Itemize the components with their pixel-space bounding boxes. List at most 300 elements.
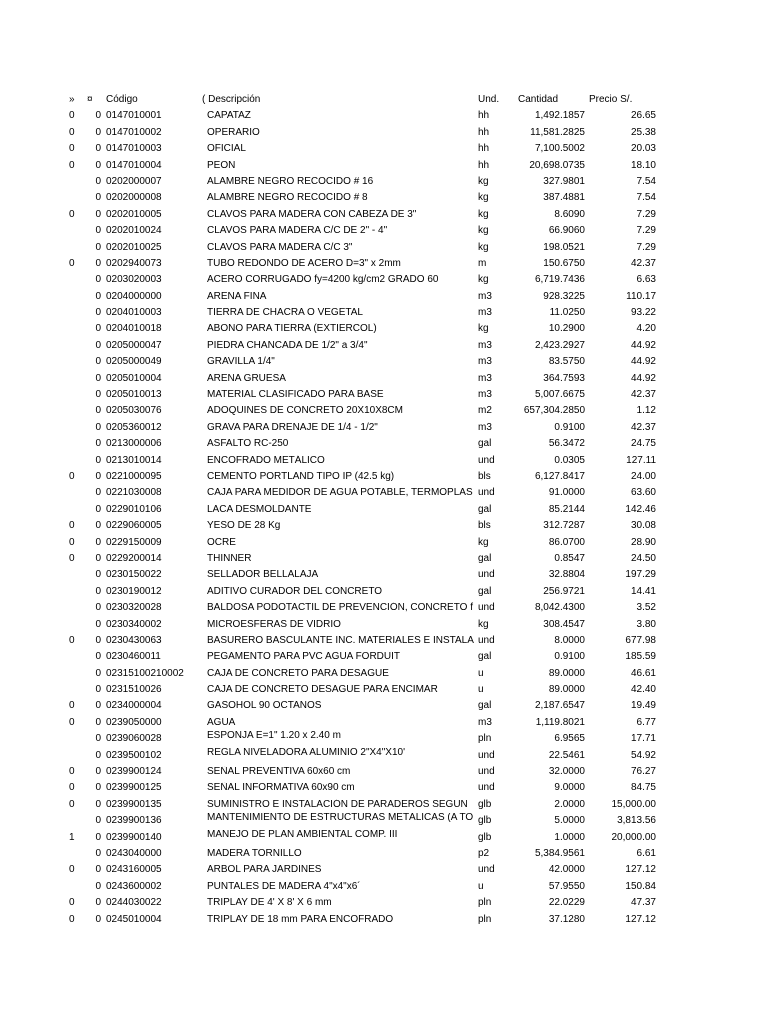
cell-flag-b: 0	[95, 815, 101, 827]
cell-cantidad: 0.9100	[554, 421, 585, 433]
cell-cantidad: 387.4881	[543, 192, 585, 204]
cell-flag-b: 0	[95, 438, 101, 450]
cell-flag-b: 0	[95, 552, 101, 564]
cell-cantidad: 8,042.4300	[534, 602, 585, 614]
cell-cantidad: 256.9721	[543, 585, 585, 597]
cell-flag-b: 0	[95, 733, 101, 745]
cell-unidad: m	[478, 257, 487, 269]
cell-codigo: 0239060028	[106, 733, 162, 745]
cell-codigo: 0202010005	[106, 208, 162, 220]
cell-unidad: und	[478, 749, 495, 761]
cell-unidad: m3	[478, 356, 492, 368]
cell-unidad: hh	[478, 126, 490, 138]
cell-unidad: gal	[478, 700, 492, 712]
cell-descripcion: GASOHOL 90 OCTANOS	[207, 700, 322, 712]
cell-cantidad: 198.0521	[543, 241, 585, 253]
cell-cantidad: 6,127.8417	[534, 470, 585, 482]
cell-flag-a: 0	[69, 159, 75, 171]
cell-flag-b: 0	[95, 323, 101, 335]
cell-cantidad: 150.6750	[543, 257, 585, 269]
cell-codigo: 0230430063	[106, 634, 162, 646]
cell-flag-a: 0	[69, 716, 75, 728]
cell-cantidad: 1,492.1857	[534, 110, 585, 122]
cell-cantidad: 2,423.2927	[534, 339, 585, 351]
cell-precio: 44.92	[630, 339, 656, 351]
cell-descripcion: CEMENTO PORTLAND TIPO IP (42.5 kg)	[207, 470, 395, 482]
cell-precio: 6.61	[636, 847, 656, 859]
cell-cantidad: 657,304.2850	[523, 405, 585, 417]
cell-unidad: u	[478, 684, 484, 696]
cell-precio: 127.11	[626, 454, 656, 466]
cell-descripcion: SEÑAL INFORMATIVA 60x90 cm	[207, 782, 355, 794]
table-row	[0, 535, 768, 551]
cell-unidad: u	[478, 880, 484, 892]
cell-cantidad: 6.9565	[554, 733, 585, 745]
cell-descripcion: ENCOFRADO METÁLICO	[207, 454, 325, 466]
table-row	[0, 715, 768, 731]
cell-codigo: 0202940073	[106, 257, 162, 269]
cell-flag-a: 0	[69, 257, 75, 269]
cell-cantidad: 10.2900	[548, 323, 585, 335]
cell-precio: 42.37	[630, 421, 656, 433]
cell-unidad: und	[478, 634, 495, 646]
table-row	[0, 862, 768, 878]
cell-precio: 20.03	[630, 143, 656, 155]
table-row	[0, 354, 768, 370]
cell-flag-b: 0	[95, 569, 101, 581]
cell-codigo: 0147010004	[106, 159, 162, 171]
cell-cantidad: 0.8547	[554, 552, 585, 564]
table-row	[0, 764, 768, 780]
cell-descripcion: OFICIAL	[207, 143, 246, 155]
cell-descripcion: CAJA DE CONCRETO PARA DESAGUE	[207, 667, 389, 679]
cell-precio: 24.50	[630, 552, 656, 564]
material-list-sheet	[0, 92, 768, 928]
cell-codigo: 0239900136	[106, 815, 162, 827]
cell-precio: 24.00	[630, 470, 656, 482]
cell-descripcion: ACERO CORRUGADO fy=4200 kg/cm2 GRADO 60	[207, 274, 439, 286]
cell-precio: 28.90	[630, 536, 656, 548]
cell-precio: 24.75	[630, 438, 656, 450]
table-row	[0, 190, 768, 206]
cell-precio: 14.41	[630, 585, 656, 597]
cell-flag-a: 0	[69, 782, 75, 794]
cell-flag-b: 0	[95, 766, 101, 778]
cell-precio: 6.77	[636, 716, 656, 728]
cell-unidad: glb	[478, 798, 492, 810]
cell-codigo: 0203020003	[106, 274, 162, 286]
cell-flag-b: 0	[95, 880, 101, 892]
cell-unidad: m3	[478, 421, 492, 433]
cell-precio: 25.38	[630, 126, 656, 138]
cell-codigo: 0243040000	[106, 847, 162, 859]
table-row	[0, 403, 768, 419]
cell-flag-a: 0	[69, 634, 75, 646]
cell-codigo: 0239900125	[106, 782, 162, 794]
cell-codigo: 0229150009	[106, 536, 162, 548]
cell-codigo: 0205010004	[106, 372, 162, 384]
cell-precio: 6.63	[636, 274, 656, 286]
cell-descripcion: CLAVOS PARA MADERA CON CABEZA DE 3"	[207, 208, 417, 220]
cell-cantidad: 86.0700	[548, 536, 585, 548]
table-row	[0, 813, 768, 829]
cell-descripcion: SEÑAL PREVENTIVA 60x60 cm	[207, 766, 351, 778]
cell-descripcion: TRIPLAY DE 4' X 8' X 6 mm	[207, 897, 332, 909]
cell-cantidad: 928.3225	[543, 290, 585, 302]
cell-precio: 4.20	[636, 323, 656, 335]
cell-flag-a: 0	[69, 470, 75, 482]
cell-codigo: 0205360012	[106, 421, 162, 433]
cell-cantidad: 2,187.6547	[534, 700, 585, 712]
cell-precio: 30.08	[630, 520, 656, 532]
cell-unidad: kg	[478, 323, 489, 335]
cell-unidad: m3	[478, 307, 492, 319]
cell-flag-b: 0	[95, 421, 101, 433]
header-cantidad: Cantidad	[518, 94, 559, 105]
cell-precio: 76.27	[630, 766, 656, 778]
cell-flag-b: 0	[95, 520, 101, 532]
cell-codigo: 0205000049	[106, 356, 162, 368]
table-row	[0, 797, 768, 813]
cell-descripcion: ARENA GRUESA	[207, 372, 286, 384]
cell-descripcion: ASFALTO RC-250	[207, 438, 289, 450]
cell-unidad: kg	[478, 225, 489, 237]
cell-descripcion: TIERRA DE CHACRA O VEGETAL	[207, 307, 363, 319]
cell-descripcion: BASURERO BASCULANTE INC. MATERIALES E INSTALA	[207, 634, 474, 646]
cell-descripcion: CLAVOS PARA MADERA C/C 3"	[207, 241, 353, 253]
cell-unidad: kg	[478, 536, 489, 548]
table-row	[0, 666, 768, 682]
cell-precio: 7.29	[636, 225, 656, 237]
cell-flag-a: 0	[69, 552, 75, 564]
cell-codigo: 0230150022	[106, 569, 162, 581]
cell-codigo: 0230320028	[106, 602, 162, 614]
cell-cantidad: 11,581.2825	[530, 126, 585, 138]
cell-unidad: und	[478, 602, 495, 614]
header-row	[0, 92, 768, 108]
cell-codigo: 0239050000	[106, 716, 162, 728]
cell-cantidad: 7,100.5002	[534, 143, 585, 155]
cell-cantidad: 2.0000	[554, 798, 585, 810]
table-row	[0, 453, 768, 469]
cell-precio: 3,813.56	[617, 815, 656, 827]
cell-unidad: gal	[478, 585, 492, 597]
cell-unidad: hh	[478, 110, 490, 122]
cell-codigo: 0245010004	[106, 913, 162, 925]
table-row	[0, 633, 768, 649]
cell-descripcion: CLAVOS PARA MADERA C/C DE 2" - 4"	[207, 225, 388, 237]
cell-unidad: kg	[478, 192, 489, 204]
cell-cantidad: 66.9060	[548, 225, 585, 237]
table-row	[0, 485, 768, 501]
table-row	[0, 748, 768, 764]
cell-descripcion: TUBO REDONDO DE ACERO D=3" x 2mm	[207, 257, 401, 269]
cell-flag-b: 0	[95, 782, 101, 794]
cell-codigo: 0147010003	[106, 143, 162, 155]
cell-precio: 47.37	[630, 897, 656, 909]
cell-cantidad: 11.0250	[549, 307, 585, 319]
cell-cantidad: 37.1280	[548, 913, 585, 925]
cell-flag-b: 0	[95, 667, 101, 679]
cell-flag-b: 0	[95, 470, 101, 482]
table-row	[0, 321, 768, 337]
cell-precio: 142.46	[625, 503, 656, 515]
cell-codigo: 0221000095	[106, 470, 162, 482]
cell-precio: 150.84	[625, 880, 656, 892]
table-row	[0, 240, 768, 256]
cell-unidad: hh	[478, 143, 490, 155]
cell-codigo: 0202000007	[106, 175, 162, 187]
table-row	[0, 108, 768, 124]
cell-flag-b: 0	[95, 126, 101, 138]
cell-cantidad: 20,698.0735	[529, 159, 585, 171]
cell-cantidad: 22.5461	[548, 749, 585, 761]
cell-unidad: hh	[478, 159, 490, 171]
cell-unidad: kg	[478, 208, 489, 220]
cell-codigo: 0234000004	[106, 700, 162, 712]
table-row	[0, 125, 768, 141]
cell-precio: 127.12	[625, 864, 656, 876]
table-row	[0, 698, 768, 714]
cell-precio: 15,000.00	[611, 798, 656, 810]
cell-cantidad: 83.5750	[548, 356, 585, 368]
cell-unidad: pln	[478, 897, 492, 909]
cell-precio: 44.92	[630, 356, 656, 368]
table-row	[0, 780, 768, 796]
cell-descripcion: SUMINISTRO E INSTALACIÓN DE PARADEROS SEGUN	[207, 798, 468, 810]
cell-unidad: pln	[478, 913, 492, 925]
table-row	[0, 420, 768, 436]
cell-codigo: 0230460011	[106, 651, 161, 663]
cell-precio: 84.75	[630, 782, 656, 794]
cell-codigo: 0147010001	[106, 110, 162, 122]
cell-unidad: kg	[478, 274, 489, 286]
cell-unidad: und	[478, 454, 495, 466]
cell-flag-b: 0	[95, 225, 101, 237]
cell-cantidad: 5,384.9561	[534, 847, 585, 859]
cell-descripcion: CAJA DE CONCRETO DESAGUE PARA ENCIMAR	[207, 684, 438, 696]
table-body	[0, 108, 768, 928]
cell-flag-a: 0	[69, 126, 75, 138]
cell-cantidad: 5,007.6675	[534, 389, 585, 401]
table-row	[0, 649, 768, 665]
cell-descripcion: BALDOSA PODOTACTIL DE PREVENCIÓN, CONCRETO f	[207, 602, 473, 614]
cell-unidad: und	[478, 569, 495, 581]
cell-flag-b: 0	[95, 897, 101, 909]
cell-codigo: 0147010002	[106, 126, 162, 138]
cell-flag-b: 0	[95, 602, 101, 614]
cell-precio: 26.65	[630, 110, 656, 122]
table-row	[0, 895, 768, 911]
cell-flag-b: 0	[95, 503, 101, 515]
table-row	[0, 174, 768, 190]
header-col-b: ¤	[87, 94, 93, 105]
cell-precio: 19.49	[630, 700, 656, 712]
cell-unidad: m3	[478, 339, 492, 351]
cell-precio: 7.54	[636, 175, 656, 187]
cell-flag-b: 0	[95, 192, 101, 204]
cell-descripcion: MICROESFERAS DE VIDRIO	[207, 618, 341, 630]
table-row	[0, 256, 768, 272]
cell-unidad: gal	[478, 438, 492, 450]
cell-flag-a: 1	[69, 831, 75, 843]
cell-flag-a: 0	[69, 798, 75, 810]
cell-precio: 20,000.00	[611, 831, 656, 843]
cell-descripcion: THINNER	[207, 552, 252, 564]
cell-flag-b: 0	[95, 356, 101, 368]
cell-unidad: bls	[478, 520, 491, 532]
table-row	[0, 518, 768, 534]
cell-codigo: 0239500102	[106, 749, 162, 761]
cell-descripcion: TRIPLAY DE 18 mm PARA ENCOFRADO	[207, 913, 394, 925]
cell-codigo: 0229200014	[106, 552, 162, 564]
cell-flag-b: 0	[95, 913, 101, 925]
cell-unidad: kg	[478, 241, 489, 253]
cell-unidad: pln	[478, 733, 492, 745]
cell-flag-b: 0	[95, 700, 101, 712]
cell-codigo: 0205010013	[106, 389, 162, 401]
cell-cantidad: 9.0000	[554, 782, 585, 794]
cell-flag-b: 0	[95, 175, 101, 187]
table-row	[0, 272, 768, 288]
cell-cantidad: 85.2144	[548, 503, 585, 515]
table-row	[0, 830, 768, 846]
cell-precio: 63.60	[630, 487, 656, 499]
cell-codigo: 0205030076	[106, 405, 162, 417]
table-row	[0, 207, 768, 223]
cell-flag-b: 0	[95, 618, 101, 630]
cell-descripcion: AGUA	[207, 716, 236, 728]
cell-descripcion: CAPATAZ	[207, 110, 251, 122]
cell-flag-b: 0	[95, 798, 101, 810]
cell-flag-b: 0	[95, 585, 101, 597]
cell-descripcion: ARBOL PARA JARDINES	[207, 864, 322, 876]
cell-codigo: 0243160005	[106, 864, 162, 876]
cell-precio: 197.29	[625, 569, 656, 581]
cell-precio: 7.54	[636, 192, 656, 204]
table-row	[0, 551, 768, 567]
cell-flag-b: 0	[95, 864, 101, 876]
cell-unidad: u	[478, 667, 484, 679]
table-row	[0, 584, 768, 600]
cell-precio: 46.61	[630, 667, 656, 679]
cell-flag-a: 0	[69, 520, 75, 532]
table-row	[0, 469, 768, 485]
table-row	[0, 846, 768, 862]
cell-flag-a: 0	[69, 536, 75, 548]
table-row	[0, 567, 768, 583]
cell-codigo: 0231510026	[106, 684, 162, 696]
cell-precio: 7.29	[636, 241, 656, 253]
cell-cantidad: 6,719.7436	[534, 274, 585, 286]
cell-flag-b: 0	[95, 634, 101, 646]
table-row	[0, 158, 768, 174]
cell-descripcion: YESO DE 28 Kg	[207, 520, 281, 532]
cell-codigo: 0244030022	[106, 897, 162, 909]
cell-codigo: 0204010018	[106, 323, 162, 335]
cell-codigo: 0221030008	[106, 487, 162, 499]
cell-codigo: 0243600002	[106, 880, 162, 892]
cell-cantidad: 327.9801	[543, 175, 585, 187]
cell-cantidad: 8.6090	[554, 208, 585, 220]
cell-precio: 54.92	[630, 749, 656, 761]
cell-cantidad: 89.0000	[548, 684, 585, 696]
table-row	[0, 731, 768, 747]
cell-precio: 110.17	[626, 290, 656, 302]
cell-descripcion: PIEDRA CHANCADA DE 1/2" a 3/4"	[207, 339, 368, 351]
cell-codigo: 0213000006	[106, 438, 162, 450]
cell-cantidad: 308.4547	[543, 618, 585, 630]
cell-descripcion: ALAMBRE NEGRO RECOCIDO # 16	[207, 175, 374, 187]
header-und: Und.	[478, 94, 500, 105]
cell-flag-b: 0	[95, 307, 101, 319]
cell-cantidad: 42.0000	[548, 864, 585, 876]
cell-descripcion: PEON	[207, 159, 236, 171]
table-row	[0, 338, 768, 354]
cell-cantidad: 5.0000	[554, 815, 585, 827]
cell-codigo: 0202010024	[106, 225, 162, 237]
cell-precio: 185.59	[625, 651, 656, 663]
cell-unidad: m3	[478, 290, 492, 302]
cell-codigo: 0229060005	[106, 520, 162, 532]
cell-codigo: 0239900140	[106, 831, 162, 843]
cell-flag-a: 0	[69, 700, 75, 712]
cell-descripcion: MATERIAL CLASIFICADO PARA BASE	[207, 389, 384, 401]
cell-descripcion: GRAVA PARA DRENAJE DE 1/4 - 1/2"	[207, 421, 378, 433]
cell-flag-b: 0	[95, 831, 101, 843]
cell-flag-b: 0	[95, 389, 101, 401]
cell-flag-a: 0	[69, 208, 75, 220]
table-row	[0, 912, 768, 928]
cell-precio: 17.71	[630, 733, 656, 745]
cell-descripcion: ADITIVO CURADOR DEL CONCRETO	[207, 585, 383, 597]
cell-flag-b: 0	[95, 208, 101, 220]
cell-flag-a: 0	[69, 143, 75, 155]
cell-cantidad: 1,119.8021	[535, 716, 585, 728]
cell-unidad: und	[478, 864, 495, 876]
cell-precio: 42.37	[630, 389, 656, 401]
cell-flag-a: 0	[69, 864, 75, 876]
cell-cantidad: 312.7287	[543, 520, 585, 532]
cell-descripcion: ABONO PARA TIERRA (EXTIERCOL)	[207, 323, 377, 335]
table-row	[0, 682, 768, 698]
cell-descripcion: SELLADOR BELLALAJA	[207, 569, 319, 581]
table-row	[0, 387, 768, 403]
cell-precio: 44.92	[630, 372, 656, 384]
cell-flag-b: 0	[95, 290, 101, 302]
cell-flag-b: 0	[95, 159, 101, 171]
cell-flag-b: 0	[95, 454, 101, 466]
table-row	[0, 141, 768, 157]
cell-precio: 18.10	[630, 159, 656, 171]
cell-precio: 677.98	[625, 634, 656, 646]
cell-precio: 3.80	[636, 618, 656, 630]
cell-flag-b: 0	[95, 143, 101, 155]
cell-flag-b: 0	[95, 749, 101, 761]
cell-codigo: 0230340002	[106, 618, 162, 630]
cell-codigo: 0204000000	[106, 290, 162, 302]
table-row	[0, 223, 768, 239]
cell-codigo: 0229010106	[106, 503, 162, 515]
cell-unidad: gal	[478, 552, 492, 564]
cell-precio: 42.37	[630, 257, 656, 269]
cell-precio: 127.12	[625, 913, 656, 925]
cell-cantidad: 56.3472	[548, 438, 585, 450]
cell-flag-a: 0	[69, 897, 75, 909]
cell-codigo: 0202000008	[106, 192, 162, 204]
cell-cantidad: 364.7593	[543, 372, 585, 384]
cell-precio: 1.12	[636, 405, 656, 417]
